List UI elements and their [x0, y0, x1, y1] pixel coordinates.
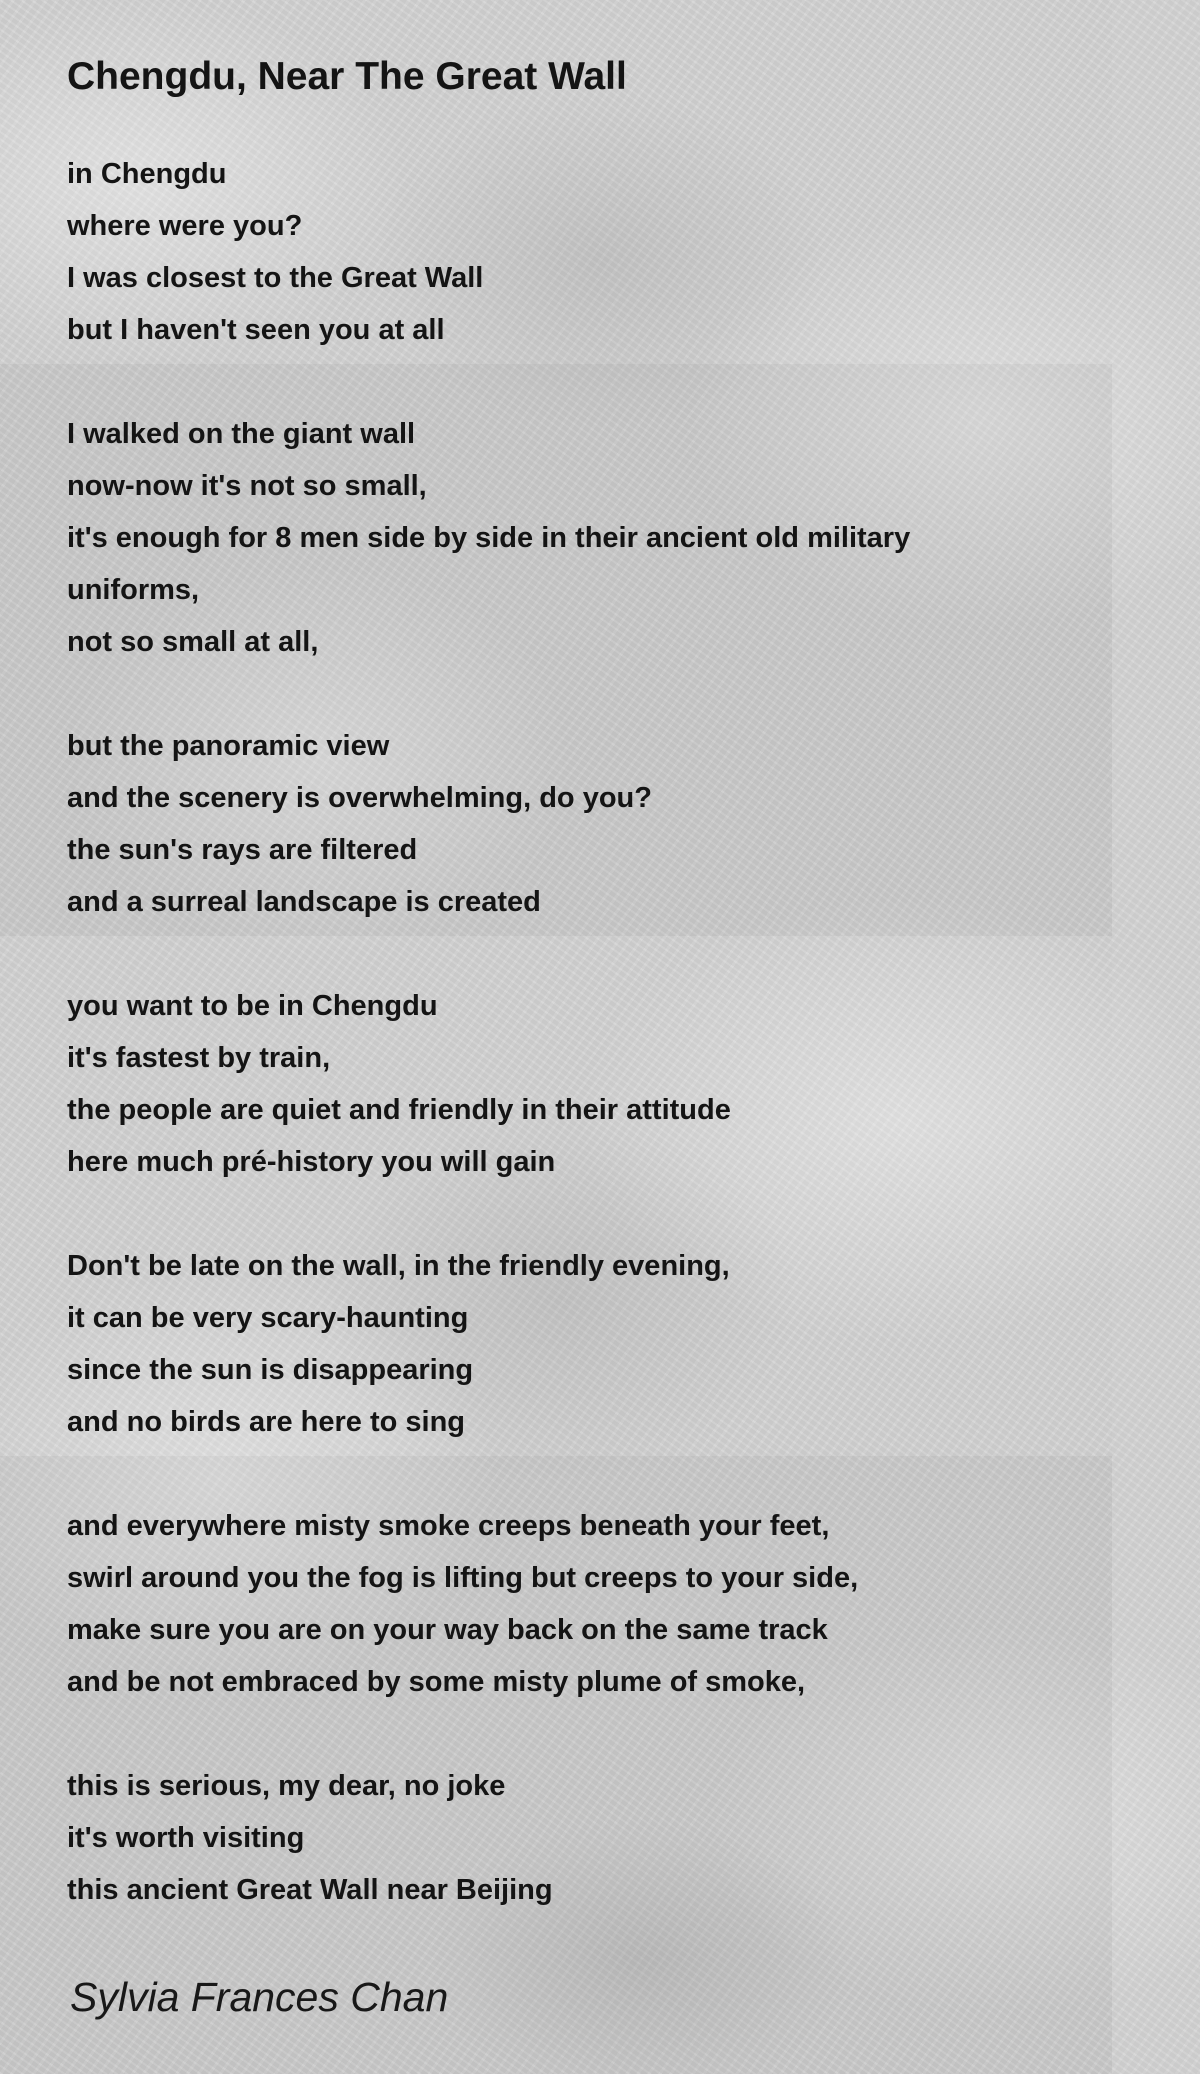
- poem-line: and the scenery is overwhelming, do you?: [67, 782, 652, 814]
- poem-line: the sun's rays are filtered: [67, 834, 418, 866]
- poem-author: Sylvia Frances Chan: [70, 1974, 449, 2020]
- stanza: [67, 408, 1127, 668]
- poem-line: now-now it's not so small,: [67, 470, 427, 502]
- stanza: [67, 1500, 1127, 1708]
- poem-line: here much pré-history you will gain: [67, 1146, 556, 1178]
- poem-line: swirl around you the fog is lifting but creeps to your side,: [67, 1562, 859, 1594]
- stanza: [67, 1760, 1127, 1916]
- poem-line: but I haven't seen you at all: [67, 314, 445, 346]
- poem-line: it's worth visiting: [67, 1822, 305, 1854]
- poem-line: and be not embraced by some misty plume of smoke,: [67, 1666, 806, 1698]
- poem-line: it's enough for 8 men side by side in their ancient old military: [67, 522, 911, 554]
- stanza: [67, 148, 1127, 356]
- poem-line: the people are quiet and friendly in their attitude: [67, 1094, 731, 1126]
- poem-line: and a surreal landscape is created: [67, 886, 541, 918]
- poem-line: make sure you are on your way back on the same track: [67, 1614, 828, 1646]
- poem-line: and no birds are here to sing: [67, 1406, 466, 1438]
- stanza: [67, 980, 1127, 1188]
- poem-line: I walked on the giant wall: [67, 418, 416, 450]
- poem-line: and everywhere misty smoke creeps beneath your feet,: [67, 1510, 830, 1542]
- poem-line: it's fastest by train,: [67, 1042, 331, 1074]
- poem-line: but the panoramic view: [67, 730, 390, 762]
- stanza: [67, 720, 1127, 928]
- poem-line: in Chengdu: [67, 158, 227, 190]
- poem-line: since the sun is disappearing: [67, 1354, 474, 1386]
- poem-line: it can be very scary-haunting: [67, 1302, 469, 1334]
- poem-body: [67, 148, 1127, 1968]
- poem-line: where were you?: [67, 210, 303, 242]
- poem-line: not so small at all,: [67, 626, 319, 658]
- poem-line: I was closest to the Great Wall: [67, 262, 484, 294]
- stanza: [67, 1240, 1127, 1448]
- poem-line: uniforms,: [67, 574, 200, 606]
- poem-line: you want to be in Chengdu: [67, 990, 438, 1022]
- poem-line: this ancient Great Wall near Beijing: [67, 1874, 553, 1906]
- poem-line: this is serious, my dear, no joke: [67, 1770, 506, 1802]
- poem-line: Don't be late on the wall, in the friendly evening,: [67, 1250, 730, 1282]
- poem-title: Chengdu, Near The Great Wall: [67, 55, 627, 98]
